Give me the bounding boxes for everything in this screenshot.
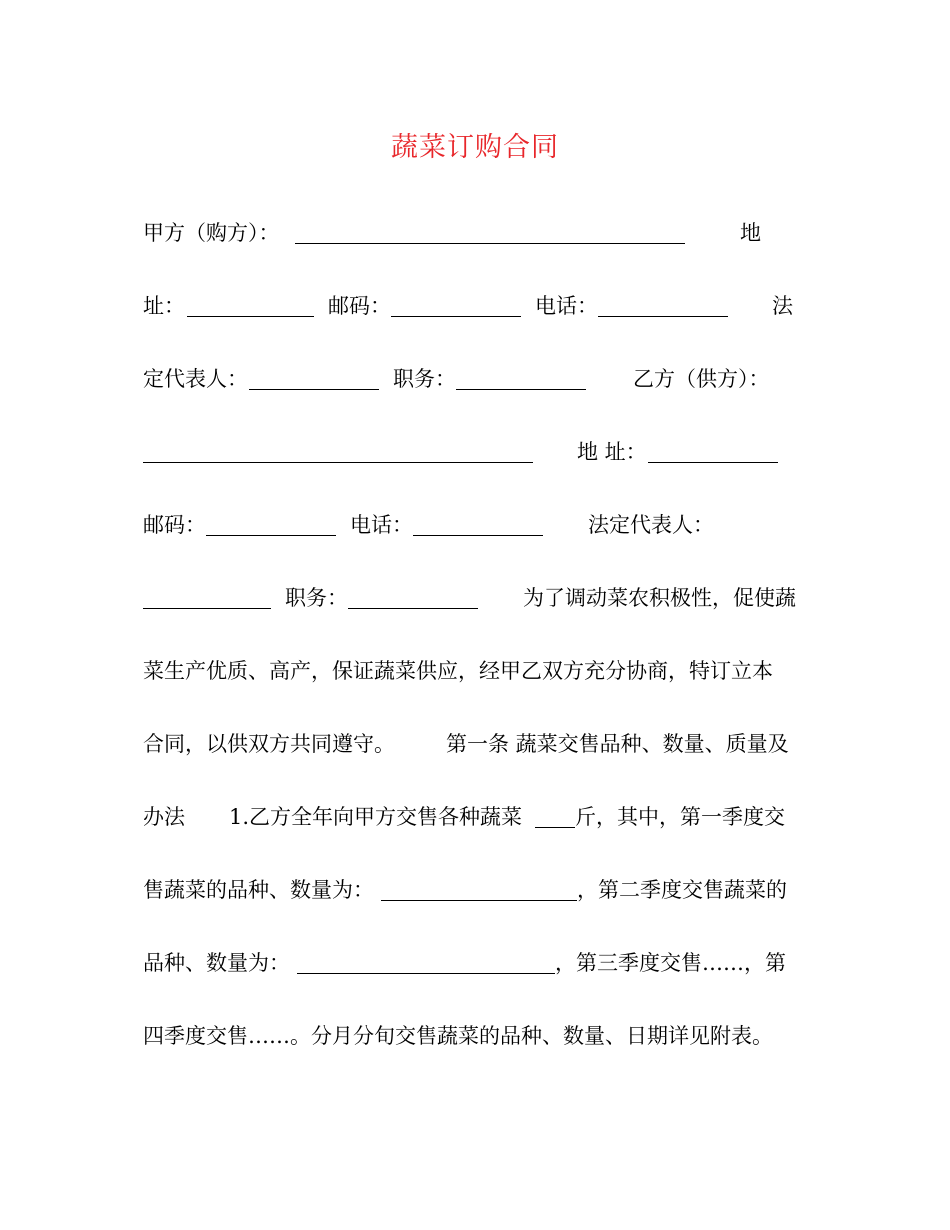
party-b-postcode-label: 邮码： xyxy=(143,513,206,537)
contract-line-8 xyxy=(143,724,813,764)
document-title: 蔬菜订购合同 xyxy=(391,132,559,163)
legal-rep-label-part1: 法 xyxy=(772,294,793,318)
contract-line-5 xyxy=(143,505,813,545)
q1-quantity-blank xyxy=(381,900,577,901)
q2-quantity-blank xyxy=(297,973,555,974)
q1-label: 售蔬菜的品种、数量为： xyxy=(143,878,374,902)
article-one-heading: 第一条 蔬菜交售品种、数量、质量及 xyxy=(446,732,789,756)
position-label: 职务： xyxy=(393,367,456,391)
party-a-address-blank xyxy=(187,316,314,317)
preamble-end: 合同，以供双方共同遵守。 xyxy=(143,732,395,756)
party-b-legal-rep-blank xyxy=(143,608,271,609)
clause-1-text: 1.乙方全年向甲方交售各种蔬菜 xyxy=(229,805,523,829)
q2-quantity-label: 品种、数量为： xyxy=(143,951,290,975)
party-a-label: 甲方（购方）： xyxy=(143,221,280,245)
party-a-postcode-blank xyxy=(391,316,521,317)
party-b-phone-blank xyxy=(413,535,543,536)
contract-line-11 xyxy=(143,943,813,983)
party-b-position-blank xyxy=(348,608,478,609)
preamble-body: 菜生产优质、高产，保证蔬菜供应，经甲乙双方充分协商，特订立本 xyxy=(143,659,773,683)
contract-line-7 xyxy=(143,651,813,691)
contract-line-6 xyxy=(143,578,813,618)
total-quantity-blank xyxy=(535,827,575,828)
contract-line-3 xyxy=(143,359,813,399)
contract-line-4 xyxy=(143,432,813,472)
address-label-part1: 地 xyxy=(740,221,761,245)
legal-rep-label-part2: 定代表人： xyxy=(143,367,248,391)
contract-line-10 xyxy=(143,870,813,910)
party-b-phone-label: 电话： xyxy=(350,513,413,537)
party-b-address-blank xyxy=(648,462,778,463)
article-one-heading-end: 办法 xyxy=(143,805,185,829)
party-b-label: 乙方（供方）： xyxy=(633,367,770,391)
party-b-position-label: 职务： xyxy=(285,586,348,610)
party-b-address-label: 地 址： xyxy=(577,440,647,464)
contract-line-9 xyxy=(143,797,813,837)
contract-line-1 xyxy=(143,213,813,253)
phone-label: 电话： xyxy=(535,294,598,318)
party-b-postcode-blank xyxy=(206,535,336,536)
address-label-part2: 址： xyxy=(143,294,185,318)
party-a-blank xyxy=(295,243,685,244)
party-b-blank xyxy=(143,462,533,463)
party-a-position-blank xyxy=(456,389,586,390)
contract-line-12 xyxy=(143,1016,813,1056)
clause-1-continued: 斤，其中，第一季度交 xyxy=(575,805,785,829)
party-a-legal-rep-blank xyxy=(249,389,379,390)
postcode-label: 邮码： xyxy=(328,294,391,318)
contract-line-2 xyxy=(143,286,813,326)
party-b-legal-rep-label: 法定代表人： xyxy=(588,513,714,537)
q4-schedule-text: 四季度交售……。分月分旬交售蔬菜的品种、数量、日期详见附表。 xyxy=(143,1024,773,1048)
preamble-start: 为了调动菜农积极性，促使蔬 xyxy=(523,586,796,610)
party-a-phone-blank xyxy=(598,316,728,317)
q3-label: ，第三季度交售……，第 xyxy=(555,951,786,975)
q2-label: ，第二季度交售蔬菜的 xyxy=(577,878,787,902)
